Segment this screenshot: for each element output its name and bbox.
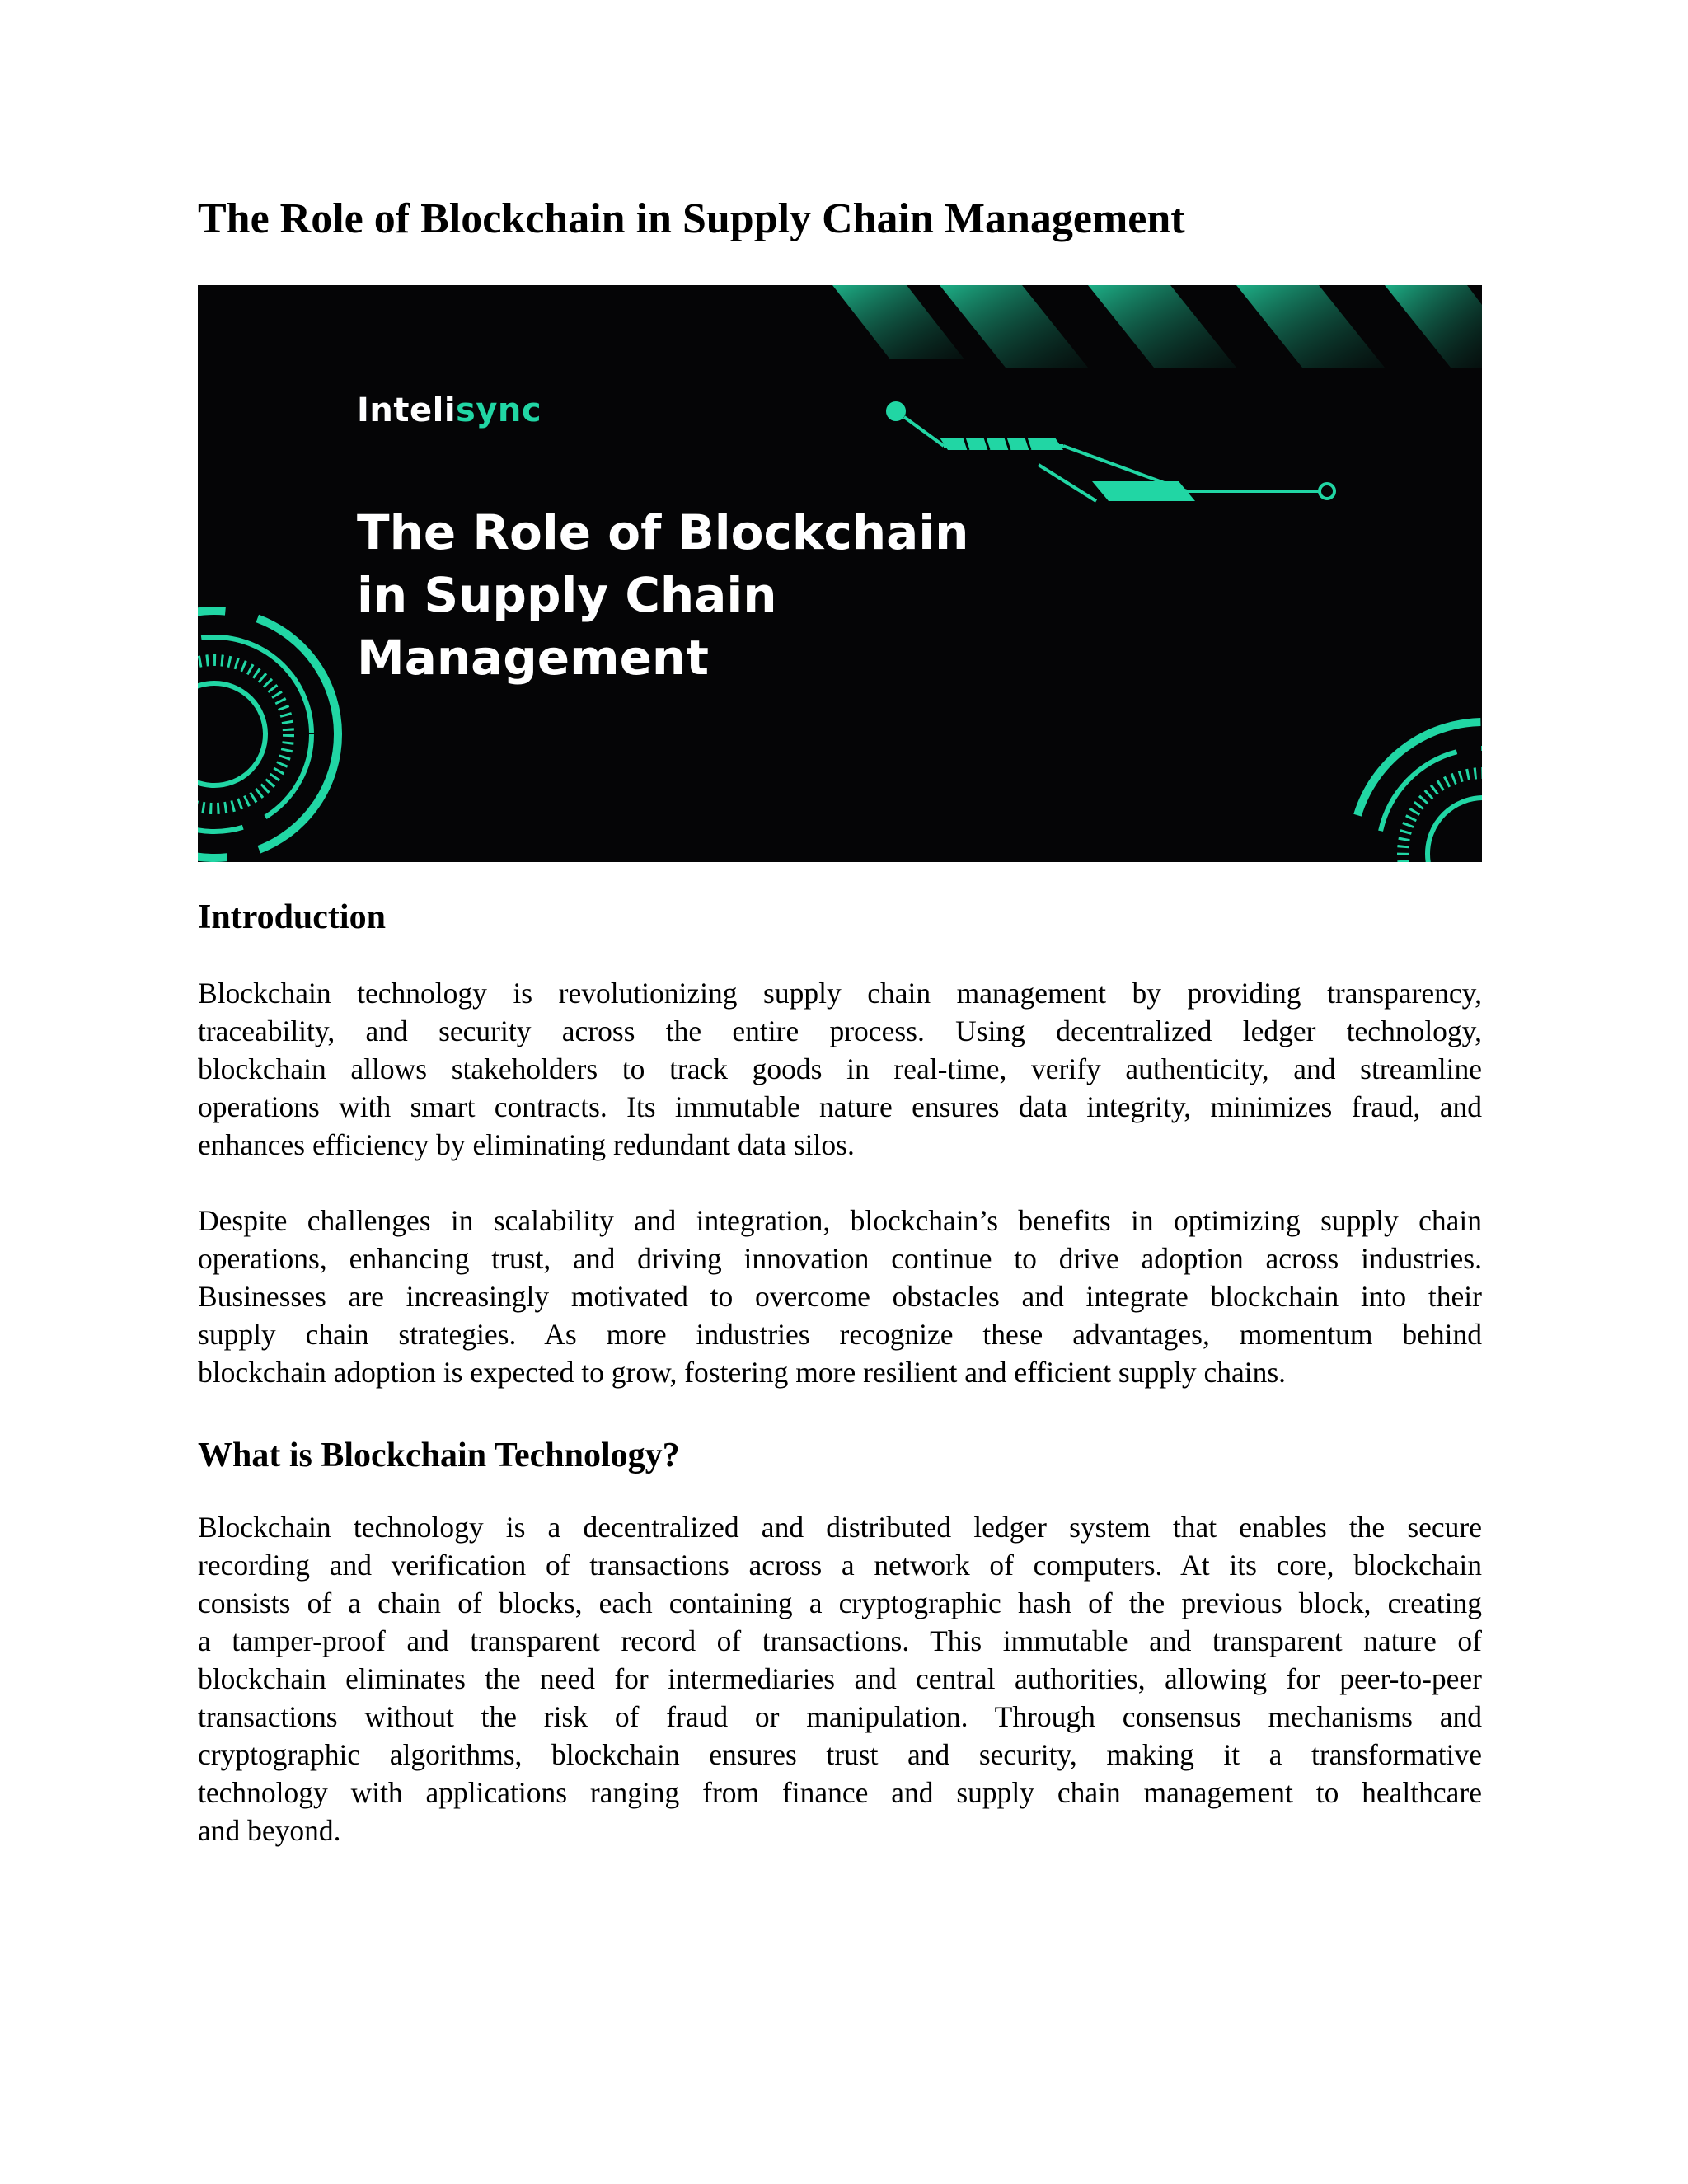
banner-title — [357, 501, 1099, 689]
paragraph-line: blockchain eliminates the need for intermediaries and central authorities, allowing for peer-to-peer — [198, 1662, 1482, 1695]
paragraph-line: recording and verification of transactions across a network of computers. At its core, blockchain — [198, 1549, 1482, 1582]
paragraph-line: blockchain adoption is expected to grow, fostering more resilient and efficient supply chains. — [198, 1356, 1287, 1389]
paragraph-intro-1 — [198, 974, 1482, 1164]
paragraph-intro-2 — [198, 1202, 1482, 1391]
left-gear-arc-icon — [198, 611, 338, 858]
paragraph-line: Blockchain technology is a decentralized and distributed ledger system that enables the secure — [198, 1511, 1482, 1544]
decorative-stripes-icon — [832, 285, 1482, 368]
intelisync-logo — [357, 389, 542, 432]
paragraph-line: blockchain allows stakeholders to track goods in real-time, verify authenticity, and streamline — [198, 1052, 1482, 1085]
paragraph-line: Despite challenges in scalability and integration, blockchain’s benefits in optimizing supply chain — [198, 1204, 1482, 1237]
paragraph-line: cryptographic algorithms, blockchain ensures trust and security, making it a transformative — [198, 1738, 1482, 1771]
page-title: The Role of Blockchain in Supply Chain Management — [198, 195, 1185, 242]
paragraph-line: traceability, and security across the entire process. Using decentralized ledger technology, — [198, 1015, 1482, 1047]
paragraph-line: supply chain strategies. As more industries recognize these advantages, momentum behind — [198, 1318, 1482, 1351]
paragraph-line: a tamper-proof and transparent record of transactions. This immutable and transparent nature of — [198, 1624, 1482, 1657]
paragraph-line: and beyond. — [198, 1814, 341, 1847]
banner-title-line: The Role of Blockchain — [357, 504, 969, 560]
right-gear-arc-icon — [1352, 722, 1482, 862]
paragraph-line: operations, enhancing trust, and driving innovation continue to drive adoption across industries. — [198, 1242, 1482, 1275]
paragraph-line: Blockchain technology is revolutionizing supply chain management by providing transparency, — [198, 977, 1482, 1010]
brand-prefix: Inteli — [357, 391, 457, 429]
paragraph-what-is-blockchain — [198, 1508, 1482, 1849]
banner-image — [198, 285, 1482, 862]
paragraph-line: operations with smart contracts. Its immutable nature ensures data integrity, minimizes fraud, and — [198, 1090, 1482, 1123]
banner-title-line: Management — [357, 630, 709, 686]
banner-title-line: in Supply Chain — [357, 567, 777, 623]
paragraph-line: transactions without the risk of fraud or manipulation. Through consensus mechanisms and — [198, 1700, 1482, 1733]
brand-suffix: sync — [456, 391, 542, 429]
paragraph-line: technology with applications ranging from finance and supply chain management to healthcare — [198, 1776, 1482, 1809]
paragraph-line: consists of a chain of blocks, each containing a cryptographic hash of the previous block, creating — [198, 1586, 1482, 1619]
paragraph-line: enhances efficiency by eliminating redundant data silos. — [198, 1128, 855, 1161]
section-heading-introduction: Introduction — [198, 898, 386, 936]
paragraph-line: Businesses are increasingly motivated to overcome obstacles and integrate blockchain into their — [198, 1280, 1482, 1313]
section-heading-what-is-blockchain: What is Blockchain Technology? — [198, 1436, 680, 1474]
